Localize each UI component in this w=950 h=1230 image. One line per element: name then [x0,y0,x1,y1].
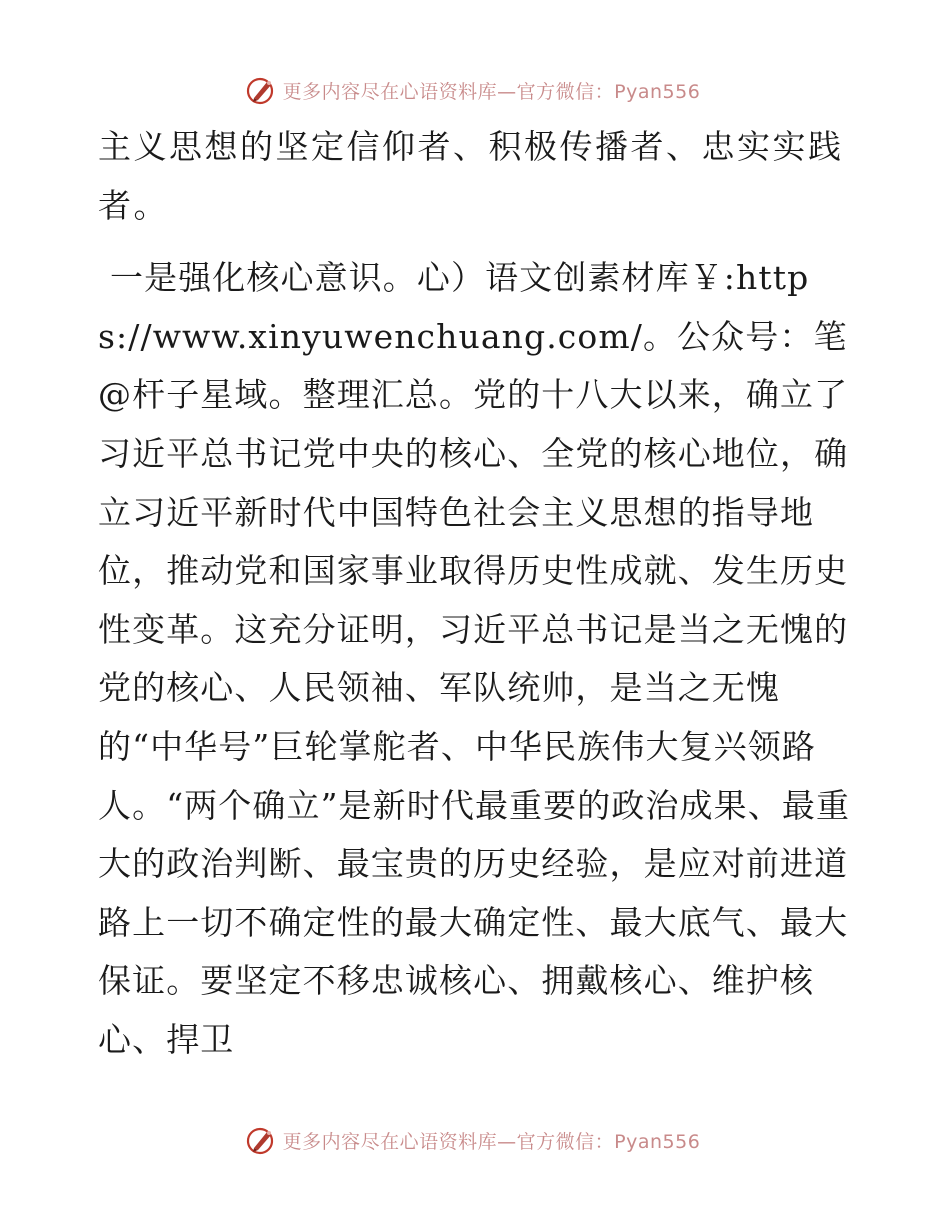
footer-banner-text: 更多内容尽在心语资料库—官方微信：Pyan556 [282,1130,701,1153]
document-body [98,118,858,1070]
paragraph-2: 一是强化核心意识。心）语文创素材库￥:https://www.xinyuwenchuang.com/。公众号：笔@杆子星域。整理汇总。党的十八大以来，确立了习近平总书记党中央的核心、全党的核心地位，确立习近平新时代中国特色社会主义思想的指导地位，推动党和国家事业取得历史性成就、发生历史性变革。这充分证明，习近平总书记是当之无愧的党的核心、人民领袖、军队统帅，是当之无愧的“中华号”巨轮掌舵者、中华民族伟大复兴领路人。“两个确立”是新时代最重要的政治成果、最重大的政治判断、最宝贵的历史经验，是应对前进道路上一切不确定性的最大确定性、最大底气、最大保证。要坚定不移忠诚核心、拥戴核心、维护核心、捍卫 [98,258,851,1059]
footer-banner-content [245,1124,701,1156]
footer-banner [0,1120,950,1160]
pen-circle-logo-icon [245,74,277,106]
paragraph-1: 主义思想的坚定信仰者、积极传播者、忠实实践者。 [98,127,844,225]
header-banner [0,70,950,110]
header-banner-content [245,74,701,106]
header-banner-text: 更多内容尽在心语资料库—官方微信：Pyan556 [282,80,701,103]
pen-circle-logo-icon [245,1124,277,1156]
